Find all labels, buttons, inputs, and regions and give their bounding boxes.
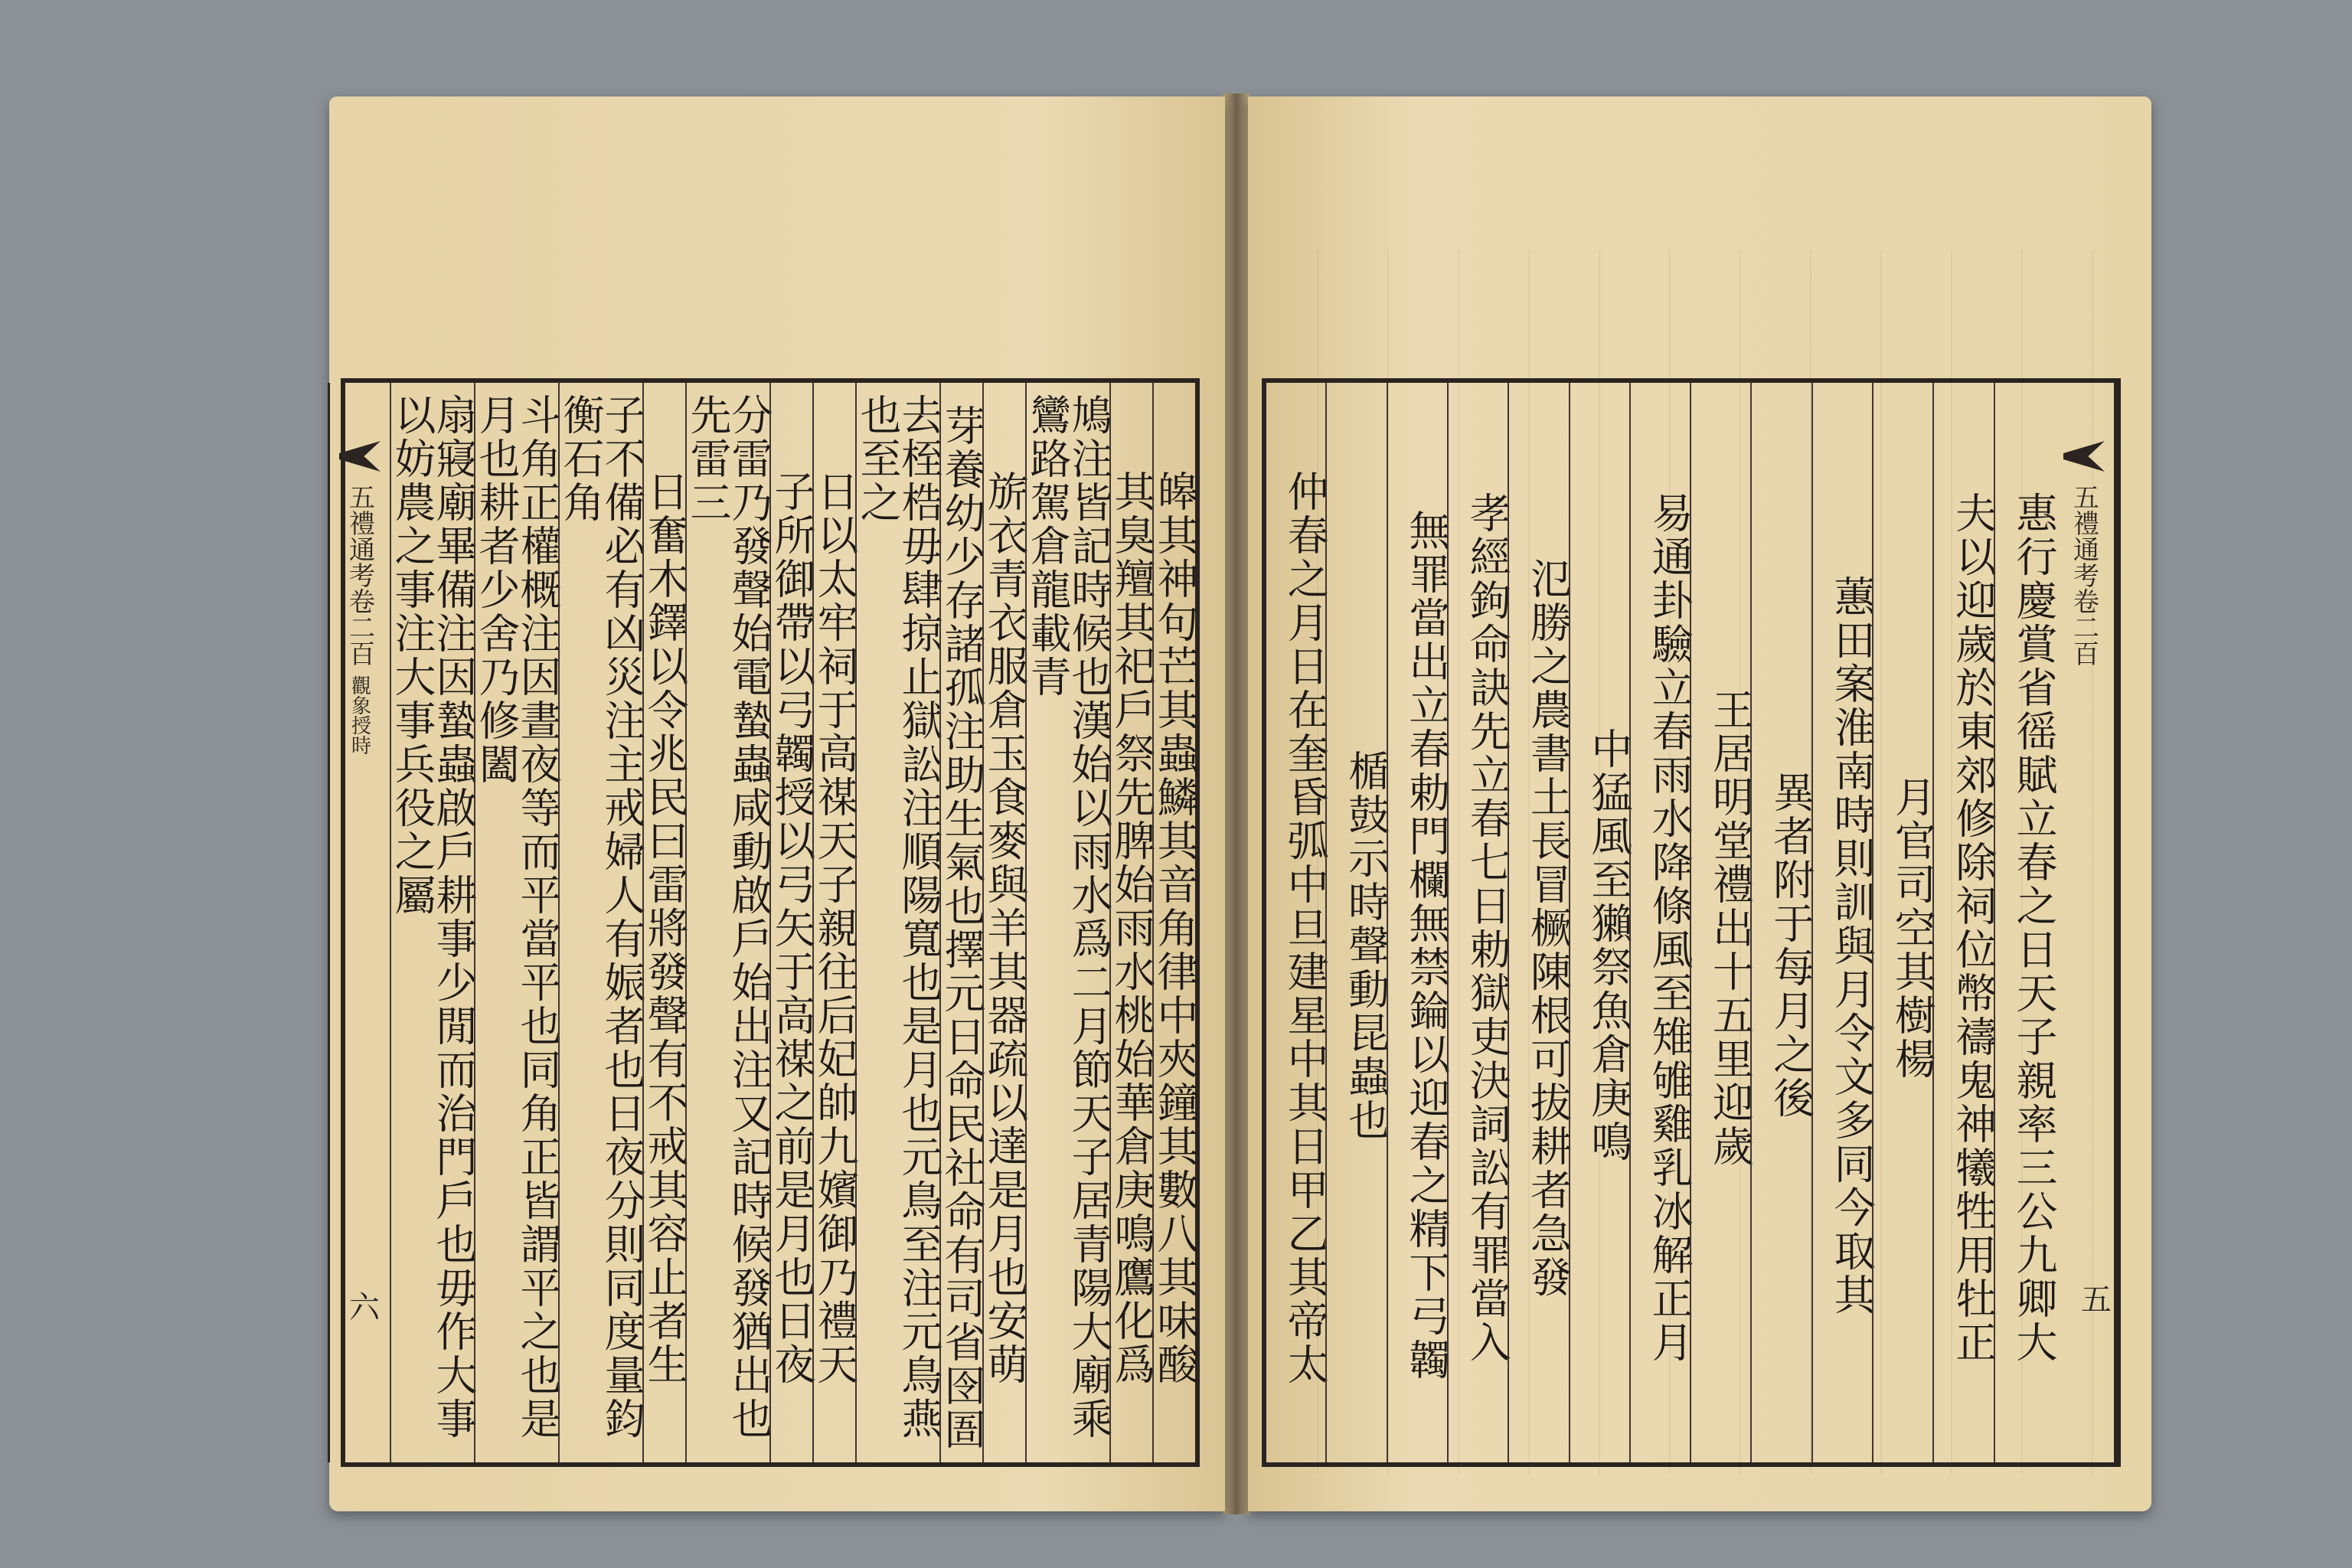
- left-col-9: 分雷乃發聲始電蟄蟲咸動啟戶始出注又記時候發猶出也先雷三: [685, 383, 769, 1462]
- open-book: [329, 86, 2151, 1521]
- right-col-2: 夫以迎歲於東郊修除祠位幣禱鬼神犧牲用牡正: [1932, 383, 1993, 1462]
- left-col-2: 其臭羶其祀戶祭先脾始雨水桃始華倉庚鳴鷹化爲: [1109, 383, 1152, 1462]
- left-text-frame: [341, 378, 1200, 1467]
- left-col-5: 芽養幼少存諸孤注助生氣也擇元日命民社命有司省囹圄: [939, 383, 982, 1462]
- right-col-8: 中猛風至獺祭魚倉庚鳴: [1569, 383, 1629, 1462]
- left-margin-title: 五禮通考卷二百 觀象授時: [328, 383, 390, 1462]
- right-col-9: 氾勝之農書土長冒橛陳根可拔耕者急發: [1508, 383, 1568, 1462]
- right-col-4: 蕙田案淮南時則訓與月令文多同今取其: [1811, 383, 1872, 1462]
- right-col-10: 孝經鉤命訣先立春七日勅獄吏決詞訟有罪當入: [1447, 383, 1508, 1462]
- right-col-5: 異者附于每月之後: [1750, 383, 1811, 1462]
- left-col-3: 鳩注皆記時候也漢始以雨水爲二月節天子居青陽大廟乘鸞路駕倉龍載青: [1025, 383, 1109, 1462]
- right-col-13: 仲春之月日在奎昏弧中旦建星中其日甲乙其帝太: [1281, 469, 1330, 1387]
- right-text-frame: [1262, 378, 2121, 1467]
- right-col-3: 月官司空其樹楊: [1872, 383, 1932, 1462]
- left-col-7: 日以太牢祠于高禖天子親往后妃帥九嬪御乃禮天: [812, 383, 855, 1462]
- left-page-number: 六: [349, 1290, 380, 1325]
- left-col-1: 皞其神句芒其蟲鱗其音角律中夾鐘其數八其味酸: [1152, 383, 1195, 1462]
- left-columns: [344, 383, 1199, 1462]
- right-col-7: 易通卦驗立春雨水降條風至雉雊雞乳冰解正月: [1629, 383, 1690, 1462]
- right-col-12: 楯鼓示時聲動昆蟲也: [1325, 383, 1386, 1462]
- fish-tail-mark-icon: [2063, 441, 2105, 472]
- right-page: [1248, 96, 2151, 1511]
- left-col-12: 斗角正權概注因晝夜等而平當平也同角正皆謂平之也是月也耕者少舍乃修闔: [474, 383, 558, 1462]
- left-col-8: 子所御帶以弓韣授以弓矢于高禖之前是月也日夜: [769, 383, 812, 1462]
- right-margin-title: 五禮通考卷二百: [2054, 383, 2116, 1462]
- right-page-number: 五: [2081, 1282, 2112, 1318]
- fish-tail-mark-icon: [339, 441, 381, 472]
- book-gutter: [1223, 93, 1250, 1514]
- left-col-13: 扇寢廟畢備注因蟄蟲啟戶耕事少閒而治門戶也毋作大事以妨農之事注大事兵役之屬: [390, 383, 474, 1462]
- right-columns: [1266, 383, 2116, 1462]
- right-col-6: 王居明堂禮出十五里迎歲: [1690, 383, 1750, 1462]
- right-col-1: 惠行慶賞省徭賦立春之日天子親率三公九卿大: [1994, 383, 2054, 1462]
- left-page: [329, 96, 1225, 1511]
- right-col-11: 無罪當出立春勅門欄無禁錀以迎春之精下弓韣: [1387, 383, 1447, 1462]
- left-col-6: 去桎梏毋肆掠止獄訟注順陽寬也是月也元鳥至注元鳥燕也至之: [855, 383, 939, 1462]
- left-col-11: 子不備必有凶災注主戒婦人有娠者也日夜分則同度量鈞衡石角: [558, 383, 642, 1462]
- left-col-10: 日奮木鐸以令兆民曰雷將發聲有不戒其容止者生: [642, 383, 685, 1462]
- left-col-4: 旂衣青衣服倉玉食麥與羊其器疏以達是月也安萌: [982, 383, 1025, 1462]
